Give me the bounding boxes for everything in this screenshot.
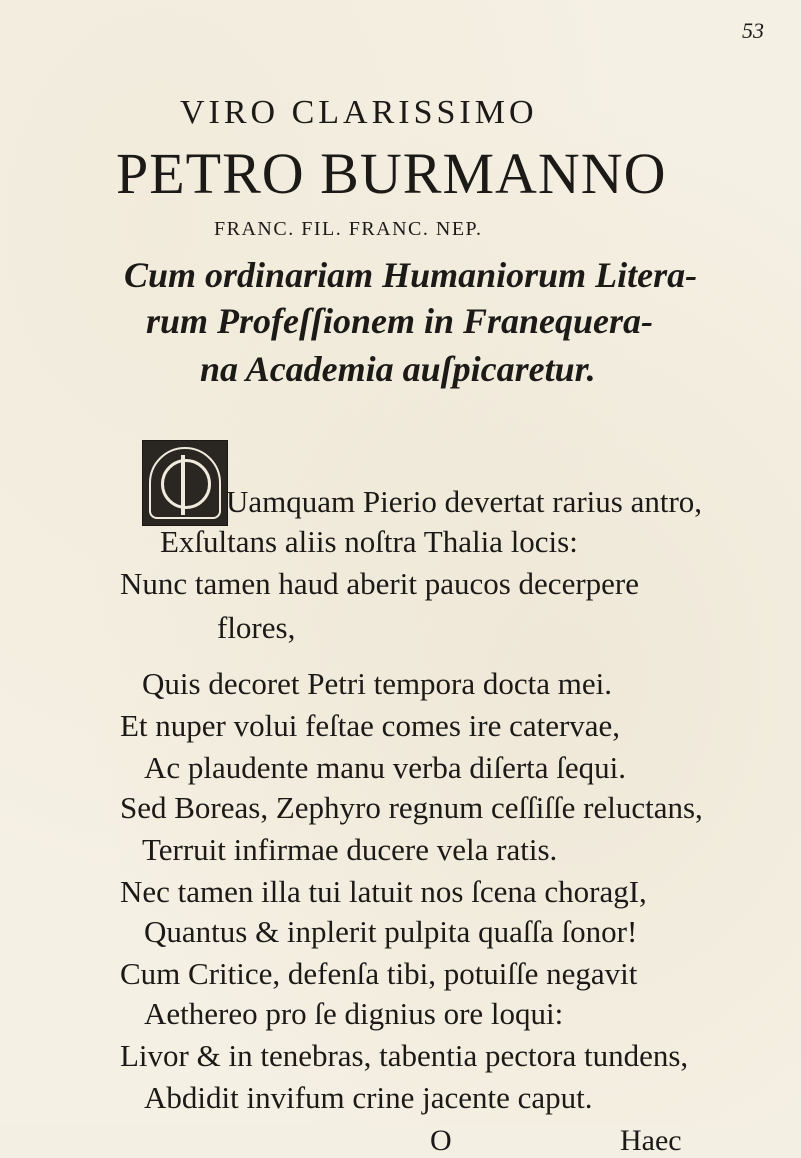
catchword-left: O (430, 1124, 452, 1157)
ornamental-initial-icon (142, 440, 228, 526)
page-number: 53 (742, 18, 764, 43)
verse-line: Livor & in tenebras, tabentia pectora tundens, (120, 1038, 689, 1073)
verse-line: Cum Critice, defenſa tibi, potuiſſe negavit (120, 956, 638, 991)
occasion-line-1: Cum ordinariam Humaniorum Litera- (124, 255, 698, 295)
verse-line: flores, (217, 610, 296, 645)
verse-line: Aethereo pro ſe dignius ore loqui: (144, 996, 564, 1031)
verse-line: Quantus & inplerit pulpita quaſſa ſonor! (144, 914, 638, 949)
occasion-line-3: na Academia auſpicaretur. (200, 349, 596, 389)
verse-line: Abdidit invifum crine jacente caput. (144, 1080, 593, 1115)
verse-line: Quis decoret Petri tempora docta mei. (142, 666, 613, 701)
verse-line: Nunc tamen haud aberit paucos decerpere (120, 566, 639, 601)
occasion-line-2: rum Profeſſionem in Franequera- (146, 301, 654, 341)
verse-line: Nec tamen illa tui latuit nos ſcena choragI, (120, 874, 647, 909)
initial-flourish (161, 459, 211, 509)
recipient-descent: FRANC. FIL. FRANC. NEP. (214, 218, 483, 240)
verse-line: Exſultans aliis noſtra Thalia locis: (160, 524, 578, 559)
initial-stem (181, 455, 185, 515)
verse-line: Terruit infirmae ducere vela ratis. (142, 832, 558, 867)
verse-line: Uamquam Pierio devertat rarius antro, (226, 484, 703, 519)
verse-line: Sed Boreas, Zephyro regnum ceſſiſſe reluctans, (120, 790, 703, 825)
dedication-heading: VIRO CLARISSIMO (180, 94, 538, 131)
catchword-right: Haec (620, 1124, 682, 1157)
verse-line: Et nuper volui feſtae comes ire catervae, (120, 708, 621, 743)
verse-line: Ac plaudente manu verba diſerta ſequi. (144, 750, 627, 785)
recipient-name: PETRO BURMANNO (116, 141, 667, 206)
